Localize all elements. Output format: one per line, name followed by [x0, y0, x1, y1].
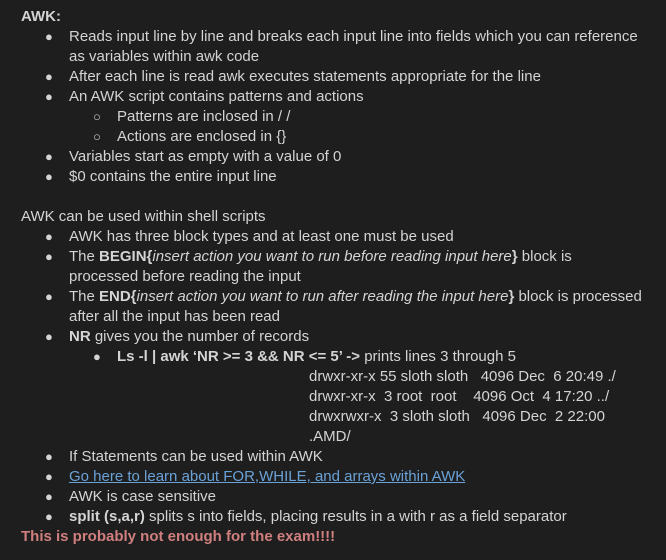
bullet-icon: ●	[45, 509, 53, 524]
list-item-nr	[21, 327, 645, 347]
bullet-icon: ●	[93, 349, 101, 364]
split-description: splits s into fields, placing results in a with r as a field separator	[144, 508, 567, 525]
output-line: drwxrwxr-x 3 sloth sloth 4096 Dec 2 22:00	[309, 408, 605, 425]
bullet-icon: ●	[45, 149, 53, 164]
list-item	[21, 87, 645, 107]
bullet-icon: ●	[45, 169, 53, 184]
circle-bullet-icon: ○	[93, 129, 101, 144]
list-item-begin-block	[21, 247, 645, 287]
list-item-text: Reads input line by line and breaks each input line into fields which you can reference as variables within awk code	[69, 28, 638, 65]
split-keyword: split (s,a,r)	[69, 508, 145, 525]
sub-list-item-text: Actions are enclosed in {}	[117, 128, 287, 145]
list-item	[21, 27, 645, 67]
list-item-text	[69, 287, 644, 327]
end-prefix: The	[69, 288, 100, 305]
list-item-text: An AWK script contains patterns and actions	[69, 88, 364, 105]
list-item	[21, 487, 645, 507]
list-item-text: After each line is read awk executes statements appropriate for the line	[69, 68, 541, 85]
list-item-text	[69, 507, 644, 527]
list-item	[21, 467, 645, 487]
list-item	[21, 447, 645, 467]
end-keyword: END{	[99, 288, 137, 305]
list-item	[21, 67, 645, 87]
list-item-text	[69, 247, 644, 287]
bullet-icon: ●	[45, 289, 53, 304]
bullet-icon: ●	[45, 329, 53, 344]
awk-heading: AWK:	[21, 8, 61, 25]
circle-bullet-icon: ○	[93, 109, 101, 124]
example-command: Ls -l | awk ‘NR >= 3 && NR <= 5’ ->	[117, 348, 361, 365]
example-description: prints lines 3 through 5	[360, 348, 516, 365]
nr-keyword: NR	[69, 328, 91, 345]
sub-list-item-text: Patterns are inclosed in / /	[117, 108, 291, 125]
begin-prefix: The	[69, 248, 100, 265]
list-item	[21, 147, 645, 167]
begin-close-brace: }	[511, 248, 518, 265]
list-item-text: $0 contains the entire input line	[69, 168, 277, 185]
output-line: drwxr-xr-x 55 sloth sloth 4096 Dec 6 20:49 ./	[309, 368, 616, 385]
bullet-icon: ●	[45, 229, 53, 244]
begin-placeholder: insert action you want to run before reading input here	[152, 248, 512, 265]
list-item-end-block	[21, 287, 645, 327]
bullet-icon: ●	[45, 29, 53, 44]
list-item-text	[69, 327, 644, 347]
list-item	[21, 227, 645, 247]
sub-list-item	[21, 107, 645, 127]
exam-warning: This is probably not enough for the exam!!!!	[21, 528, 336, 545]
list-item-text: AWK is case sensitive	[69, 488, 216, 505]
end-close-brace: }	[508, 288, 515, 305]
sub-list-item-text	[117, 347, 647, 367]
spacer	[21, 187, 645, 207]
bullet-icon: ●	[45, 449, 53, 464]
bullet-icon: ●	[45, 89, 53, 104]
list-item	[21, 167, 645, 187]
nr-description: gives you the number of records	[90, 328, 310, 345]
sub-list-item	[21, 127, 645, 147]
shell-heading: AWK can be used within shell scripts	[21, 208, 266, 225]
bullet-icon: ●	[45, 469, 53, 484]
sub-list-item-example	[21, 347, 645, 367]
awk-loops-link[interactable]: Go here to learn about FOR,WHILE, and arrays within AWK	[69, 468, 466, 485]
list-item-text: Variables start as empty with a value of 0	[69, 148, 342, 165]
output-line: drwxr-xr-x 3 root root 4096 Oct 4 17:20 ../	[309, 388, 610, 405]
bullet-icon: ●	[45, 69, 53, 84]
list-item-text: If Statements can be used within AWK	[69, 448, 323, 465]
output-line: .AMD/	[309, 428, 351, 445]
end-placeholder: insert action you want to run after reading the input here	[136, 288, 509, 305]
list-item-text: AWK has three block types and at least one must be used	[69, 228, 454, 245]
list-item-text	[69, 467, 644, 487]
bullet-icon: ●	[45, 249, 53, 264]
begin-description: block is processed before reading the input	[69, 248, 572, 285]
bullet-icon: ●	[45, 489, 53, 504]
list-item-split	[21, 507, 645, 527]
end-description: block is processed after all the input has been read	[69, 288, 642, 325]
begin-keyword: BEGIN{	[99, 248, 153, 265]
